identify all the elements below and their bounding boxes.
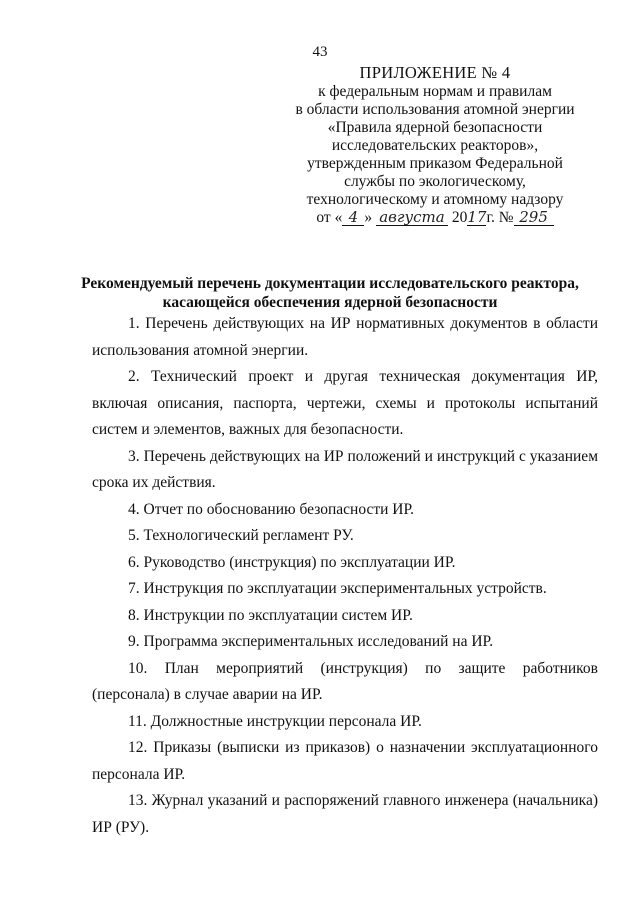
approval-year-prefix: 20 [447, 209, 468, 226]
document-list [92, 311, 598, 841]
list-item: 5. Технологический регламент РУ. [128, 527, 354, 544]
appendix-line: исследовательских реакторов», [331, 137, 539, 154]
list-item: 13. Журнал указаний и распоряжений главного инженера (начальника) ИР (РУ). [92, 792, 598, 836]
approval-line [270, 209, 600, 227]
appendix-title: ПРИЛОЖЕНИЕ № 4 [359, 63, 511, 82]
approval-day: 4 [342, 209, 364, 226]
title-line: Рекомендуемый перечень документации исследовательского реактора, [81, 275, 579, 292]
list-item: 6. Руководство (инструкция) по эксплуатации ИР. [128, 553, 456, 571]
approval-prefix: от « [316, 209, 343, 226]
approval-mid: » [364, 209, 376, 226]
appendix-line: «Правила ядерной безопасности [327, 119, 543, 136]
list-item: 7. Инструкция по эксплуатации экспериментальных устройств. [128, 580, 547, 597]
list-item: 9. Программа экспериментальных исследований на ИР. [128, 633, 494, 650]
list-item: 12. Приказы (выписки из приказов) о назначении эксплуатационного персонала ИР. [92, 739, 598, 783]
document-title [60, 274, 600, 312]
list-item: 8. Инструкции по эксплуатации систем ИР. [128, 606, 413, 624]
appendix-line: технологическому и атомному надзору [306, 191, 564, 208]
appendix-line: к федеральным нормам и правилам [318, 83, 552, 100]
list-item: 2. Технический проект и другая техническая документация ИР, включая описания, паспорта, чертежи, схемы и протоколы испытаний систем и элементов, важных для безопасности. [92, 368, 598, 438]
list-item: 10. План мероприятий (инструкция) по защите работников (персонала) в случае аварии на ИР. [92, 659, 598, 703]
approval-number: 295 [514, 209, 554, 226]
appendix-line: в области использования атомной энергии [295, 101, 575, 118]
appendix-line: утвержденным приказом Федеральной [307, 155, 563, 172]
approval-year: 17 [467, 208, 487, 226]
approval-number-prefix: г. № [486, 209, 514, 226]
page-number: 43 [312, 44, 328, 60]
list-item: 3. Перечень действующих на ИР положений и инструкций с указанием срока их действия. [92, 447, 598, 491]
appendix-header [270, 64, 600, 227]
list-item: 1. Перечень действующих на ИР нормативных документов в области использования атомной энергии. [92, 315, 598, 359]
approval-month: августа [376, 209, 448, 226]
title-line: касающейся обеспечения ядерной безопасности [162, 294, 498, 311]
list-item: 11. Должностные инструкции персонала ИР. [128, 712, 422, 730]
list-item: 4. Отчет по обоснованию безопасности ИР. [128, 500, 415, 518]
appendix-line: службы по экологическому, [344, 173, 526, 190]
